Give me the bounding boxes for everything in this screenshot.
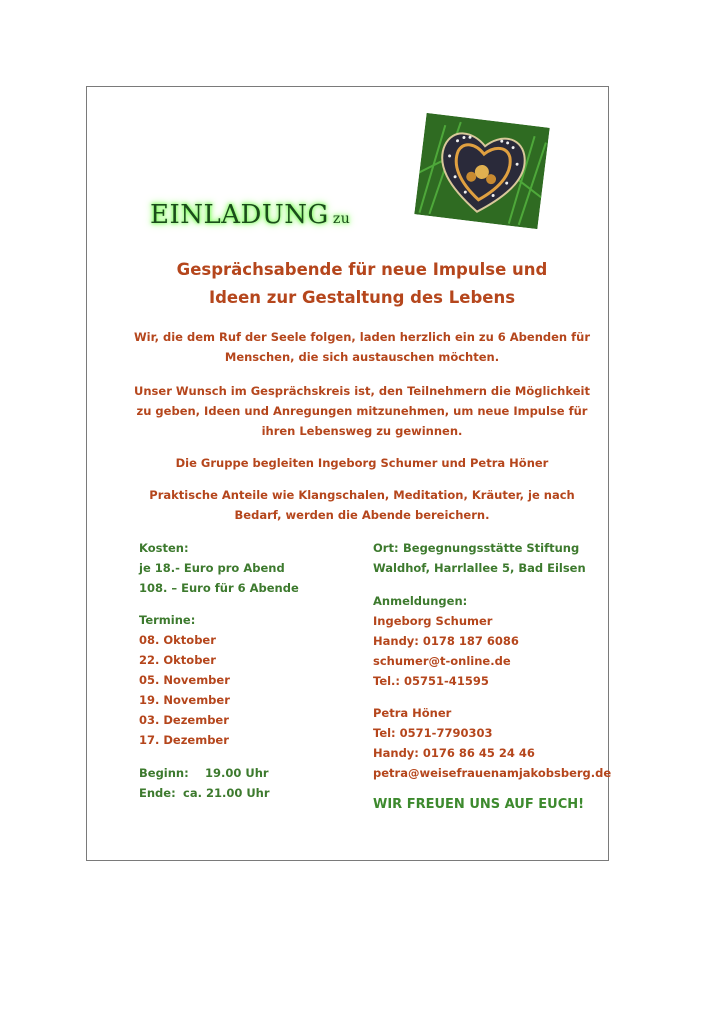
invitation-title: [150, 200, 350, 230]
title-suffix: zu: [332, 211, 351, 227]
date-item: 03. Dezember: [139, 713, 229, 727]
text-line: Die Gruppe begleiten Ingeborg Schumer und Petra Höner: [175, 456, 549, 470]
intro-paragraph: [0, 327, 724, 367]
location-label: Ort:: [373, 541, 399, 555]
contact-line: Tel.: 05751-41595: [373, 674, 489, 688]
text-line: Unser Wunsch im Gesprächskreis ist, den Teilnehmern die Möglichkeit: [134, 384, 590, 398]
location-line-1: Begegnungsstätte Stiftung: [403, 541, 580, 555]
headline-line-1: Gesprächsabende für neue Impulse und: [176, 260, 548, 279]
end-label: Ende:: [139, 786, 176, 800]
text-line: zu geben, Ideen und Anregungen mitzunehmen, um neue Impulse für: [136, 404, 588, 418]
contact-line: Handy: 0176 86 45 24 46: [373, 746, 535, 760]
registration-section: [373, 591, 519, 691]
costs-label: Kosten:: [139, 541, 189, 555]
dates-section: [139, 610, 230, 750]
start-value: 19.00 Uhr: [205, 766, 269, 780]
cost-line: 108. – Euro für 6 Abende: [139, 581, 299, 595]
costs-section: [139, 538, 299, 598]
location-line-2: Waldhof, Harrlallee 5, Bad Eilsen: [373, 561, 586, 575]
closing-message: WIR FREUEN UNS AUF EUCH!: [373, 797, 585, 812]
headline-line-2: Ideen zur Gestaltung des Lebens: [208, 288, 516, 307]
heart-stone-photo: [414, 113, 550, 229]
contact-line: Petra Höner: [373, 706, 452, 720]
text-line: Wir, die dem Ruf der Seele folgen, laden herzlich ein zu 6 Abenden für: [134, 330, 590, 344]
start-label: Beginn:: [139, 766, 189, 780]
contact-line: Ingeborg Schumer: [373, 614, 493, 628]
text-line: Praktische Anteile wie Klangschalen, Meditation, Kräuter, je nach: [149, 488, 575, 502]
practice-paragraph: [0, 485, 724, 525]
date-item: 08. Oktober: [139, 633, 216, 647]
registration-label: Anmeldungen:: [373, 594, 468, 608]
hosts-paragraph: [0, 453, 724, 473]
date-item: 22. Oktober: [139, 653, 216, 667]
text-line: ihren Lebensweg zu gewinnen.: [261, 424, 463, 438]
title-main: EINLADUNG: [150, 200, 329, 230]
text-line: Menschen, die sich austauschen möchten.: [224, 350, 500, 364]
date-item: 05. November: [139, 673, 230, 687]
dates-label: Termine:: [139, 613, 196, 627]
date-item: 17. Dezember: [139, 733, 229, 747]
location-section: [373, 538, 586, 578]
contact-line: Handy: 0178 187 6086: [373, 634, 519, 648]
wish-paragraph: [0, 381, 724, 441]
contact-email: petra@weisefrauenamjakobsberg.de: [373, 766, 612, 780]
times-section: [139, 763, 270, 803]
date-item: 19. November: [139, 693, 230, 707]
cost-line: je 18.- Euro pro Abend: [139, 561, 285, 575]
end-value: ca. 21.00 Uhr: [183, 786, 270, 800]
start-time-row: [139, 763, 270, 783]
location-row: [373, 538, 586, 558]
contact-email: schumer@t-online.de: [373, 654, 511, 668]
contact-line: Tel: 0571-7790303: [373, 726, 493, 740]
contact-2-section: [373, 703, 611, 783]
end-time-row: [139, 783, 270, 803]
text-line: Bedarf, werden die Abende bereichern.: [234, 508, 490, 522]
